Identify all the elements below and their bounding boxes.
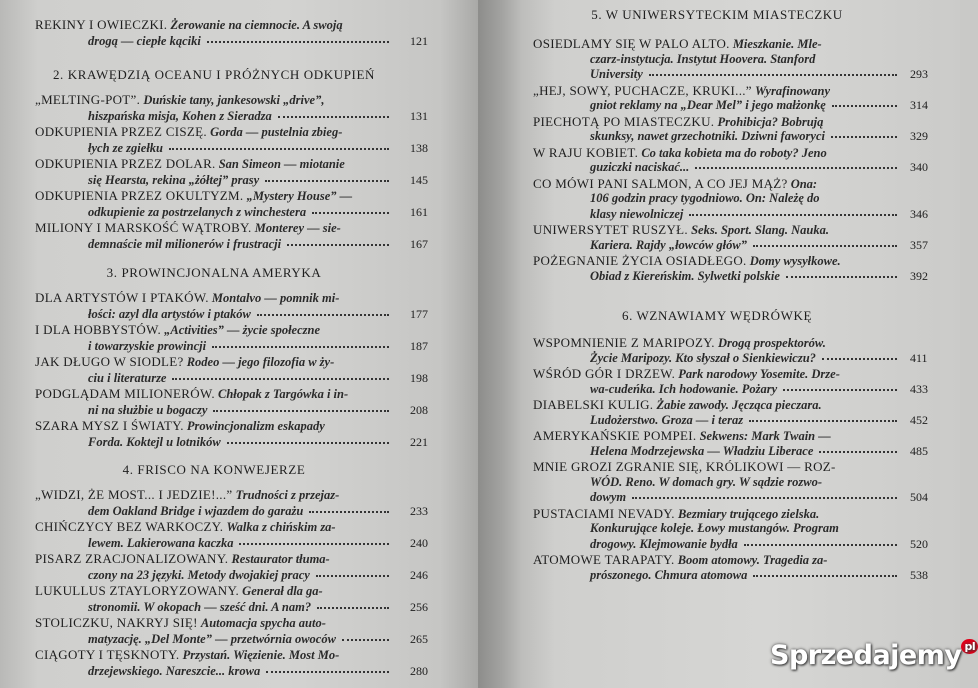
page-number[interactable]: 138 [410, 141, 428, 155]
section-heading: 4. FRISCO NA KONWEJERZE [122, 462, 306, 477]
entry-description: drzejewskiego. Nareszcie... krowa [88, 664, 261, 678]
entry-description: Kariera. Rajdy „łowców głów” [590, 237, 747, 252]
entry-line [533, 36, 901, 52]
entry-description: guziczki naciskać... [590, 160, 690, 174]
toc-entry[interactable] [35, 418, 428, 450]
page-number[interactable]: 198 [410, 371, 428, 385]
dot-leader [831, 136, 897, 138]
dot-leader [278, 116, 389, 118]
entry-description: Domy wysyłkowe. [749, 254, 841, 268]
toc-entry[interactable] [533, 82, 928, 114]
entry-line [533, 52, 901, 68]
entry-line [533, 176, 901, 192]
dot-leader [213, 410, 389, 412]
section-heading: 5. W UNIWERSYTECKIM MIASTECZKU [591, 7, 843, 22]
entry-description: Boom atomowy. Tragedia za- [677, 553, 828, 567]
page-number[interactable]: 280 [410, 664, 428, 678]
watermark-suffix: pl [961, 639, 978, 654]
entry-title: I DLA HOBBYSTÓW. [35, 322, 162, 337]
entry-line [35, 535, 428, 551]
entry-title: „MELTING-POT”. [35, 92, 141, 107]
dot-leader [317, 607, 389, 609]
page-number[interactable]: 538 [910, 567, 928, 582]
dot-leader [342, 639, 389, 641]
entry-line [35, 551, 393, 567]
entry-description: łych ze zgiełku [88, 141, 163, 155]
page-number[interactable]: 485 [910, 443, 928, 458]
entry-title: „HEJ, SOWY, PUCHACZE, KRUKI...” [533, 82, 752, 98]
entry-title: STOLICZKU, NAKRYJ SIĘ! [35, 615, 198, 630]
page-number[interactable]: 433 [910, 381, 928, 396]
toc-entry[interactable] [533, 397, 928, 428]
watermark-logo [770, 640, 978, 671]
entry-title: W RAJU KOBIET. [533, 144, 639, 160]
entry-line [35, 33, 428, 49]
toc-entry[interactable] [35, 17, 428, 49]
entry-line [35, 17, 393, 33]
entry-description: Restaurator tłuma- [231, 552, 330, 566]
entry-line [35, 631, 428, 647]
toc-entry[interactable] [35, 220, 428, 252]
entry-description: lewem. Lakierowana kaczka [88, 536, 234, 550]
entry-description: Trudności z przejaz- [235, 488, 340, 502]
toc-entry[interactable] [533, 175, 928, 223]
entry-title: SZARA MYSZ I ŚWIATY. [35, 418, 184, 433]
dot-leader [265, 180, 389, 182]
page-number[interactable]: 392 [910, 268, 928, 283]
entry-title: LUKULLUS ZTAYLORYZOWANY. [35, 583, 240, 598]
entry-description: Bezmiary trującego zielska. [677, 506, 820, 521]
toc-entry[interactable] [533, 459, 928, 506]
entry-line [533, 552, 901, 568]
entry-line [533, 129, 928, 145]
entry-line [533, 98, 928, 114]
entry-description: Montalvo — pomnik mi- [211, 291, 340, 305]
entry-line [35, 92, 393, 108]
entry-line [533, 366, 901, 382]
page-number[interactable]: 246 [410, 568, 428, 582]
entry-line [533, 506, 901, 522]
entry-description: gniot reklamy na „Dear Mel” i jego małżonkę [590, 98, 826, 112]
entry-description: się Hearsta, rekina „żółtej” prasy [88, 173, 260, 187]
page-number[interactable]: 314 [910, 98, 928, 112]
page-number[interactable]: 233 [410, 504, 428, 518]
entry-line [533, 160, 928, 176]
entry-description: drogą — ciepłe kąciki [88, 34, 201, 48]
entry-line [533, 490, 928, 506]
entry-description: Żabie zawody. Jęcząca pieczara. [656, 398, 822, 412]
page-number[interactable]: 329 [910, 129, 928, 143]
entry-description: matyzację. „Del Monte” — przetwórnia owoców [88, 632, 336, 646]
toc-entry[interactable] [35, 322, 428, 354]
entry-line [533, 536, 928, 553]
entry-description: ni na służbie u bogaczy [88, 403, 208, 417]
dot-leader [819, 451, 897, 453]
entry-description: Forda. Koktejl u lotników [88, 435, 221, 449]
entry-line [533, 567, 928, 584]
entry-line [35, 599, 428, 615]
entry-line [533, 397, 901, 413]
page-number[interactable]: 161 [410, 205, 428, 219]
page-number[interactable]: 504 [910, 490, 928, 504]
entry-description: Prowincjonalizm eskapady [186, 419, 325, 433]
page-number[interactable]: 177 [410, 307, 428, 321]
entry-line [35, 567, 428, 583]
entry-title: CHIŃCZYCY BEZ WARKOCZY. [35, 519, 224, 534]
entry-line [35, 402, 428, 418]
entry-line [35, 156, 393, 172]
entry-line [35, 503, 428, 519]
dot-leader [632, 497, 897, 499]
entry-line [533, 114, 901, 130]
toc-block [533, 335, 928, 583]
dot-leader [309, 511, 389, 513]
page-number[interactable]: 187 [410, 339, 428, 353]
dot-leader [266, 671, 389, 673]
dot-leader [212, 346, 389, 348]
entry-title: MILIONY I MARSKOŚĆ WĄTROBY. [35, 220, 252, 235]
dot-leader [172, 378, 389, 380]
entry-description: Ludożerstwo. Groza — i teraz [590, 412, 744, 427]
entry-description: Drogą prospektorów. [717, 336, 826, 350]
dot-leader [239, 543, 389, 545]
entry-line [533, 206, 928, 223]
dot-leader [695, 167, 897, 169]
entry-title: CO MÓWI PANI SALMON, A CO JEJ MĄŻ? [533, 175, 788, 191]
toc-entry[interactable] [35, 124, 428, 156]
entry-description: Życie Maripozy. Kto słyszał o Sienkiewiczu? [590, 350, 816, 365]
entry-title: MNIE GROZI ZGRANIE SIĘ, KRÓLIKOWI — ROZ- [533, 459, 836, 474]
entry-line [533, 268, 928, 285]
entry-description: Przystań. Więzienie. Most Mo- [182, 648, 340, 662]
entry-description: dem Oakland Bridge i wjazdem do garażu [88, 504, 304, 518]
entry-title: POŻEGNANIE ŻYCIA OSIADŁEGO. [533, 253, 747, 268]
page-number[interactable]: 265 [410, 632, 428, 646]
entry-description: Park narodowy Yosemite. Drze- [678, 367, 840, 381]
dot-leader [316, 575, 389, 577]
toc-entry[interactable] [35, 92, 428, 124]
entry-description: czarz-instytucja. Instytut Hoovera. Stanford [590, 51, 816, 66]
entry-description: hiszpańska misja, Kohen z Sieradza [88, 109, 272, 123]
entry-description: Wyrafinowany [755, 83, 831, 98]
entry-line [35, 487, 393, 503]
dot-leader [753, 575, 897, 577]
entry-line [533, 381, 928, 398]
entry-line [35, 290, 393, 306]
entry-description: Walka z chińskim za- [226, 520, 336, 534]
entry-line [35, 663, 428, 679]
toc-entry[interactable] [35, 156, 428, 188]
entry-line [533, 335, 901, 351]
entry-description: drogowy. Klejmowanie bydła [590, 536, 738, 551]
entry-description: Seks. Sport. Slang. Nauka. [691, 223, 829, 237]
entry-description: „Activities” — życie społeczne [164, 323, 321, 337]
entry-description: Helena Modrzejewska — Władziu Liberace [590, 443, 814, 458]
page-number[interactable]: 240 [410, 536, 428, 550]
toc-entry[interactable] [35, 519, 428, 551]
entry-description: i towarzyskie prowincji [88, 339, 207, 353]
toc-entry[interactable] [533, 253, 928, 284]
page-number[interactable]: 452 [910, 412, 928, 427]
entry-title: WŚRÓD GÓR I DRZEW. [533, 366, 676, 381]
entry-line [533, 350, 928, 367]
entry-line [35, 322, 393, 338]
toc-entry[interactable] [533, 428, 928, 459]
entry-description: Chłopak z Targówka i in- [218, 387, 349, 401]
entry-title: PISARZ ZRACJONALIZOWANY. [35, 551, 229, 566]
entry-description: demnaście mil milionerów i frustracji [88, 237, 282, 251]
entry-line [35, 583, 393, 599]
entry-line [35, 140, 428, 156]
toc-block [35, 487, 428, 679]
entry-description: Konkurujące koleje. Łowy mustangów. Program [590, 521, 839, 535]
dot-leader [649, 74, 897, 76]
toc-entry[interactable] [533, 113, 928, 145]
entry-description: University [590, 67, 643, 81]
entry-line [533, 83, 901, 99]
entry-title: PIECHOTĄ PO MIASTECZKU. [533, 113, 715, 129]
toc-entry[interactable] [35, 188, 428, 220]
right-page [478, 0, 960, 688]
page-number[interactable]: 121 [410, 34, 428, 48]
toc-entry[interactable] [35, 354, 428, 386]
watermark-text: Sprzedajemy [770, 640, 962, 671]
dot-leader [822, 358, 897, 360]
entry-description: klasy niewolniczej [590, 206, 684, 221]
toc-entry[interactable] [35, 487, 428, 519]
entry-description: 106 godzin pracy tygodniowo. On: Należę do [590, 191, 820, 205]
entry-line [35, 418, 393, 434]
dot-leader [689, 214, 897, 216]
page-number[interactable]: 411 [910, 350, 928, 365]
toc-block [35, 92, 428, 252]
toc-entry[interactable] [533, 144, 928, 176]
entry-title: „WIDZI, ŻE MOST... I JEDZIE!...” [35, 487, 233, 502]
entry-line [35, 615, 393, 631]
entry-description: odkupienie za postrzelanych z winchestera [88, 205, 307, 219]
page-number[interactable]: 340 [910, 160, 928, 174]
entry-line [533, 475, 901, 491]
dot-leader [749, 420, 897, 422]
page-number[interactable]: 346 [910, 206, 928, 221]
entry-line [35, 519, 393, 535]
entry-description: Prohibicja? Bobrują [717, 114, 824, 129]
entry-title: REKINY I OWIECZKI. [35, 17, 168, 32]
entry-description: Mieszkanie. Mle- [732, 37, 822, 51]
entry-title: JAK DŁUGO W SIODLE? [35, 354, 184, 369]
entry-description: Co taka kobieta ma do roboty? Jeno [641, 145, 827, 160]
entry-line [35, 204, 428, 220]
entry-description: Ona: [790, 176, 818, 191]
entry-description: WÓD. Reno. W domach gry. W sądzie rozwo- [590, 474, 822, 489]
toc-entry[interactable] [533, 222, 928, 253]
dot-leader [207, 41, 389, 43]
entry-description: dowym [590, 490, 627, 504]
page-number[interactable]: 221 [410, 435, 428, 449]
page-number[interactable]: 208 [410, 403, 428, 417]
entry-line [35, 188, 393, 204]
toc-block [35, 290, 428, 450]
page-number[interactable]: 131 [410, 109, 428, 123]
entry-line [533, 191, 901, 207]
section-heading: 6. WZNAWIAMY WĘDRÓWKĘ [621, 308, 813, 323]
entry-title: OSIEDLAMY SIĘ W PALO ALTO. [533, 36, 730, 51]
entry-title: UNIWERSYTET RUSZYŁ. [533, 222, 688, 237]
toc-entry[interactable] [35, 290, 428, 322]
entry-line [533, 237, 928, 254]
entry-description: stronomii. W okopach — sześć dni. A nam? [88, 600, 312, 614]
entry-title: WSPOMNIENIE Z MARIPOZY. [533, 335, 715, 350]
entry-title: PUSTACIAMI NEVADY. [533, 505, 675, 521]
page-number[interactable]: 293 [910, 67, 928, 81]
toc-entry[interactable] [35, 386, 428, 418]
entry-description: czony na 23 języki. Metody dwojakiej pracy [88, 568, 310, 582]
toc-entry[interactable] [35, 647, 428, 679]
entry-line [35, 338, 428, 354]
entry-line [533, 253, 901, 269]
entry-description: Gorda — pustelnia zbieg- [210, 125, 343, 139]
dot-leader [287, 244, 389, 246]
left-page [0, 0, 478, 688]
entry-line [533, 459, 901, 475]
entry-line [533, 443, 928, 460]
entry-line [533, 412, 928, 429]
entry-description: skunksy, nawet grzechotniki. Dziwni faworyci [590, 129, 825, 143]
entry-line [35, 108, 428, 124]
entry-line [533, 145, 901, 161]
entry-line [533, 428, 901, 444]
entry-line [35, 354, 393, 370]
page-number[interactable]: 167 [410, 237, 428, 251]
entry-description: Rodeo — jego filozofia w ży- [186, 355, 335, 369]
entry-title: AMERYKAŃSKIE POMPEI. [533, 428, 697, 443]
toc-entry[interactable] [35, 615, 428, 647]
entry-description: San Simeon — miotanie [218, 157, 345, 171]
section-heading: 3. PROWINCJONALNA AMERYKA [106, 265, 322, 280]
dot-leader [753, 245, 897, 247]
page-number[interactable]: 145 [410, 173, 428, 187]
section-heading: 2. KRAWĘDZIĄ OCEANU I PRÓŻNYCH ODKUPIEŃ [52, 67, 376, 82]
entry-line [35, 124, 393, 140]
toc-entry[interactable] [35, 583, 428, 615]
dot-leader [832, 105, 897, 107]
toc-entry[interactable] [35, 551, 428, 583]
entry-line [533, 222, 901, 238]
toc-entry[interactable] [533, 36, 928, 83]
toc-entry[interactable] [533, 552, 928, 583]
entry-description: Duńskie tany, jankesowski „drive”, [143, 93, 325, 107]
dot-leader [744, 544, 897, 546]
entry-line [35, 220, 393, 236]
entry-description: Obiad z Kiereńskim. Sylwetki polskie [590, 268, 780, 283]
toc-block [533, 36, 928, 284]
entry-title: ODKUPIENIA PRZEZ CISZĘ. [35, 124, 207, 139]
entry-line [35, 434, 428, 450]
entry-description: prószonego. Chmura atomowa [590, 567, 748, 582]
entry-description: Monterey — sie- [254, 221, 341, 235]
page-number[interactable]: 256 [410, 600, 428, 614]
toc-block [35, 17, 428, 49]
entry-line [35, 386, 393, 402]
entry-line [35, 370, 428, 386]
dot-leader [169, 148, 389, 150]
entry-description: Żerowanie na ciemnocie. A swoją [170, 18, 343, 32]
entry-line [35, 306, 428, 322]
entry-description: łości: azyl dla artystów i ptaków [88, 307, 251, 321]
entry-description: Sekwens: Mark Twain — [699, 429, 831, 443]
page-number[interactable]: 520 [910, 536, 928, 551]
entry-description: Generał dla ga- [242, 584, 323, 598]
dot-leader [786, 276, 897, 278]
entry-title: ODKUPIENIA PRZEZ OKULTYZM. [35, 188, 244, 203]
entry-line [35, 236, 428, 252]
entry-line [35, 647, 393, 663]
entry-title: ODKUPIENIA PRZEZ DOLAR. [35, 156, 216, 171]
entry-title: ATOMOWE TARAPATY. [533, 552, 675, 567]
entry-title: DLA ARTYSTÓW I PTAKÓW. [35, 290, 209, 305]
dot-leader [312, 212, 389, 214]
toc-entry[interactable] [533, 366, 928, 397]
toc-entry[interactable] [533, 505, 928, 553]
entry-title: PODGLĄDAM MILIONERÓW. [35, 386, 215, 401]
entry-description: „Mystery House” — [246, 189, 353, 203]
entry-line [533, 67, 928, 83]
entry-line [533, 521, 901, 537]
entry-title: DIABELSKI KULIG. [533, 397, 654, 412]
entry-title: CIĄGOTY I TĘSKNOTY. [35, 647, 180, 662]
entry-line [35, 172, 428, 188]
toc-entry[interactable] [533, 335, 928, 366]
entry-description: wa-cudeńka. Ich hodowanie. Pożary [590, 381, 778, 396]
dot-leader [227, 442, 389, 444]
dot-leader [257, 314, 389, 316]
entry-description: Automacja spycha auto- [200, 616, 326, 630]
page-number[interactable]: 357 [910, 237, 928, 252]
dot-leader [783, 389, 897, 391]
entry-description: ciu i literaturze [88, 371, 167, 385]
